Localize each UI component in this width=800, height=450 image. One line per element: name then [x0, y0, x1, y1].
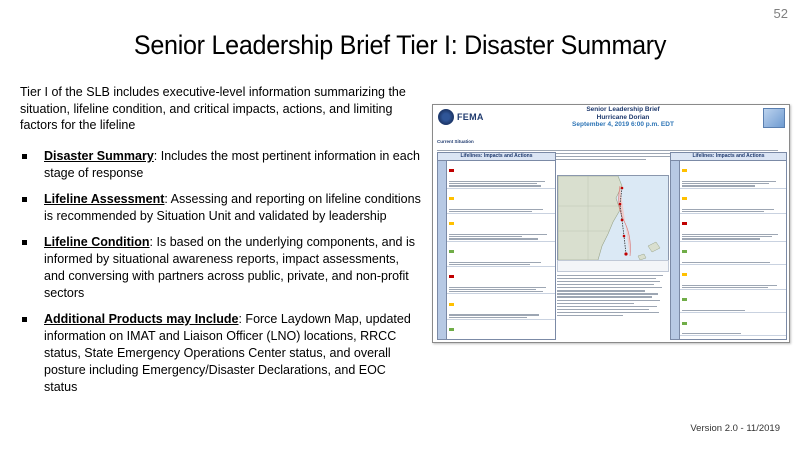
left-panel-title: Lifelines: Impacts and Actions — [438, 153, 555, 161]
map-graphic — [558, 176, 668, 260]
fema-logo-text: FEMA — [457, 112, 484, 122]
version-footer: Version 2.0 - 11/2019 — [690, 423, 780, 434]
bullet-icon — [22, 154, 27, 159]
right-lifelines-panel — [670, 152, 787, 340]
bullet-icon — [22, 317, 27, 322]
bullet-item-disaster-summary — [20, 148, 422, 182]
document-subtitle: Hurricane Dorian — [596, 113, 650, 121]
bullet-text: : Assessing and reporting on lifeline conditions is recommended by Situation Unit and validated by leadership — [44, 192, 421, 223]
bullet-term: Lifeline Condition — [44, 235, 150, 249]
fema-logo — [438, 109, 484, 125]
right-panel-title: Lifelines: Impacts and Actions — [671, 153, 786, 161]
hurricane-track-map — [557, 175, 669, 261]
map-legend — [557, 260, 669, 272]
current-situation-label: Current Situation — [437, 139, 474, 144]
document-header — [433, 105, 789, 131]
track-map-icon — [763, 108, 785, 128]
bullet-item-lifeline-assessment — [20, 191, 422, 225]
document-title-block — [543, 106, 703, 129]
intro-paragraph: Tier I of the SLB includes executive-level information summarizing the situation, lifeline condition, and critical impacts, actions, and limiting factors for the lifeline — [20, 85, 406, 132]
center-notes — [557, 273, 667, 316]
bullet-item-lifeline-condition — [20, 234, 422, 302]
bullet-item-additional-products — [20, 311, 422, 396]
bullet-term: Additional Products may Include — [44, 312, 239, 326]
left-panel-sidebar — [438, 161, 447, 339]
bullet-term: Lifeline Assessment — [44, 192, 165, 206]
bullet-icon — [22, 197, 27, 202]
document-date: September 4, 2019 6:00 p.m. EDT — [572, 121, 674, 128]
slb-document-thumbnail — [432, 104, 790, 343]
bullet-list — [20, 148, 422, 405]
bullet-text: : Is based on the underlying components, and is informed by situational awareness reports, impact assessments, and conversing with partners across public, private, and non-profit sectors — [44, 235, 415, 300]
document-title: Senior Leadership Brief — [586, 106, 660, 113]
right-panel-rows — [680, 161, 786, 339]
fema-seal-icon — [438, 109, 454, 125]
slide-title: Senior Leadership Brief Tier I: Disaster Summary — [133, 30, 667, 60]
left-lifelines-panel — [437, 152, 556, 340]
right-panel-sidebar — [671, 161, 680, 339]
bullet-text: : Includes the most pertinent information in each stage of response — [44, 149, 420, 180]
left-panel-rows — [447, 161, 555, 339]
bullet-icon — [22, 240, 27, 245]
slide-number: 52 — [773, 6, 788, 21]
bullet-term: Disaster Summary — [44, 149, 154, 163]
bullet-text: : Force Laydown Map, updated information on IMAT and Liaison Officer (LNO) locations, RRCC status, State Emergency Operations Center status, and overall posture including Emergency/Disaster Declarations, and EOC status — [44, 312, 411, 394]
